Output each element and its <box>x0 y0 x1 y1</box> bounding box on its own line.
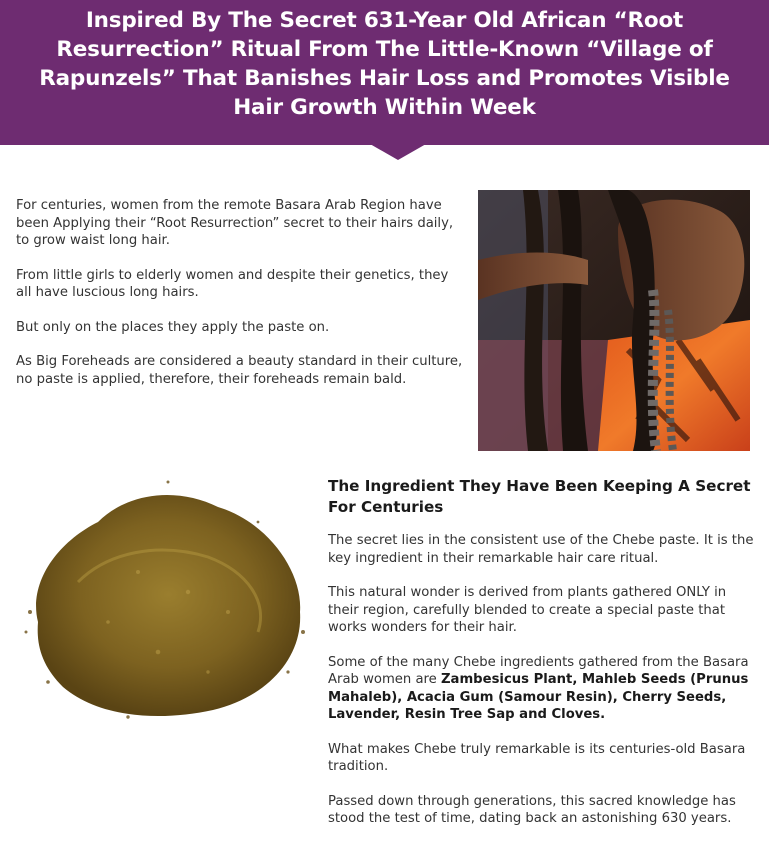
ingredient-section <box>328 476 756 845</box>
chebe-powder-pile-illustration <box>18 462 310 724</box>
intro-paragraph-1: For centuries, women from the remote Basara Arab Region have been Applying their “Root Resurrection” secret to their hairs daily, to grow waist long hair. <box>16 198 454 248</box>
page-headline: Inspired By The Secret 631-Year Old African “Root Resurrection” Ritual From The Little-Known “Village of Rapunzels” That Banishes Hair Loss and Promotes Visible Hair Growth Within Week <box>39 8 730 120</box>
ingredient-list-bold: Zambesicus Plant, Mahleb Seeds (Prunus Mahaleb), Acacia Gum (Samour Resin), Cherry Seeds, Lavender, Resin Tree Sap and Cloves. <box>328 672 749 722</box>
ingredient-heading: The Ingredient They Have Been Keeping A Secret For Centuries <box>328 477 751 516</box>
intro-paragraph-2: From little girls to elderly women and despite their genetics, they all have luscious long hairs. <box>16 267 449 300</box>
ingredient-paragraph-1: The secret lies in the consistent use of the Chebe paste. It is the key ingredient in their remarkable hair care ritual. <box>328 533 754 566</box>
ingredient-paragraph-5: Passed down through generations, this sacred knowledge has stood the test of time, dating back an astonishing 630 years. <box>328 793 736 826</box>
ingredient-paragraph-2: This natural wonder is derived from plants gathered ONLY in their region, carefully blended to create a special paste that works wonders for their hair. <box>328 585 727 635</box>
intro-section <box>16 197 466 405</box>
ingredient-paragraph-3 <box>328 654 756 724</box>
banner-pointer-arrow <box>370 144 426 160</box>
headline-banner <box>0 0 769 145</box>
woman-braiding-hair-illustration <box>478 190 750 451</box>
chebe-powder-image <box>18 462 310 724</box>
intro-paragraph-3: But only on the places they apply the paste on. <box>16 319 330 335</box>
ingredient-list-intro: Some of the many Chebe ingredients gathered from the Basara Arab women are <box>328 654 749 687</box>
woman-braiding-hair-photo <box>478 190 750 451</box>
intro-paragraph-4: As Big Foreheads are considered a beauty standard in their culture, no paste is applied, therefore, their foreheads remain bald. <box>16 354 463 387</box>
ingredient-paragraph-4: What makes Chebe truly remarkable is its centuries-old Basara tradition. <box>328 741 746 774</box>
